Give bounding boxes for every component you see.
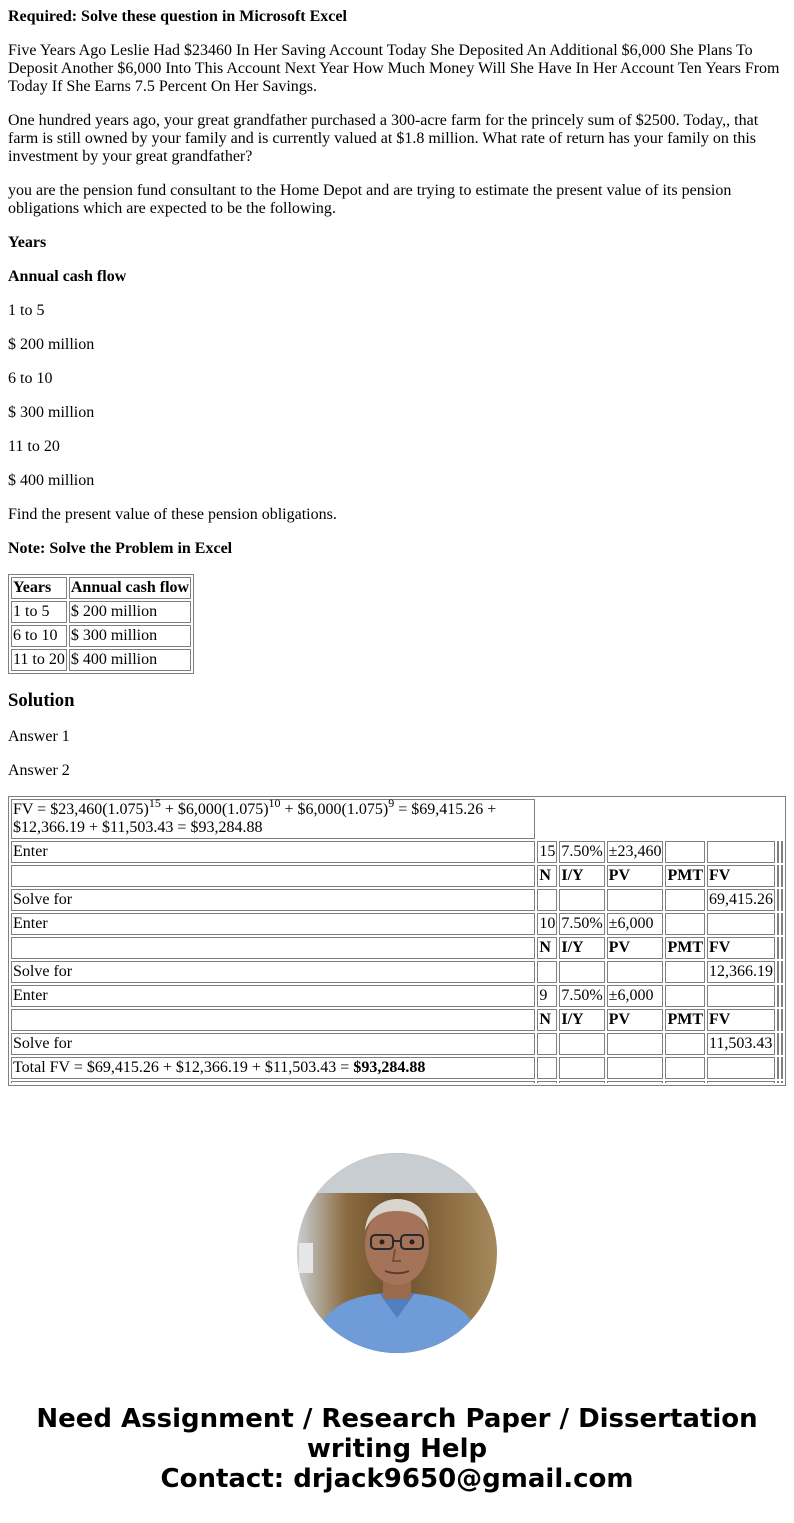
line-cash-2: $ 300 million (8, 404, 95, 421)
table-cell (11, 1081, 535, 1083)
table-cell (777, 937, 779, 959)
years-label: Years (8, 234, 47, 251)
line-years-2: 6 to 10 (8, 370, 53, 387)
find-instruction: Find the present value of these pension obligations. (8, 506, 337, 523)
header-cell: I/Y (559, 865, 604, 887)
author-photo-illustration (297, 1153, 497, 1353)
table-cell: $ 300 million (69, 625, 191, 647)
pv-cell (607, 889, 664, 911)
header-cell: PMT (665, 937, 705, 959)
table-cell (777, 913, 779, 935)
table-cell: $ 400 million (69, 649, 191, 671)
pv-cell: ±23,460 (607, 841, 664, 863)
table-row (11, 889, 783, 911)
header-cell: FV (707, 865, 775, 887)
table-cell (781, 1081, 783, 1083)
table-cell: 1 to 5 (11, 601, 67, 623)
table-row (11, 799, 783, 839)
n-cell: 9 (537, 985, 557, 1007)
pmt-cell (665, 841, 705, 863)
header-cell: N (537, 1009, 557, 1031)
header-cell: PMT (665, 1009, 705, 1031)
row-label: Solve for (11, 889, 535, 911)
table-row (11, 961, 783, 983)
pmt-cell (665, 889, 705, 911)
n-cell (537, 889, 557, 911)
author-photo (297, 1153, 497, 1353)
fv-result-cell: 69,415.26 (707, 889, 775, 911)
table-row (11, 1057, 783, 1079)
table-cell (559, 1081, 604, 1083)
table-cell (537, 799, 783, 839)
table-cell (781, 865, 783, 887)
n-cell (537, 1033, 557, 1055)
table-cell: $ 200 million (69, 601, 191, 623)
table-row (11, 1081, 783, 1083)
table-cell (665, 1057, 705, 1079)
header-cell: PV (607, 937, 664, 959)
table-cell (707, 1081, 775, 1083)
header-cell: I/Y (559, 937, 604, 959)
table-cell (781, 1057, 783, 1079)
header-cell: N (537, 865, 557, 887)
footer-banner (0, 1404, 794, 1494)
line-cash-3: $ 400 million (8, 472, 95, 489)
table-cell (781, 1033, 783, 1055)
header-cell: FV (707, 937, 775, 959)
question-heading: Required: Solve these question in Microsoft Excel (8, 8, 347, 25)
cashflow-label: Annual cash flow (8, 268, 127, 285)
table-cell (559, 1057, 604, 1079)
table-cell (781, 961, 783, 983)
table-header-cell: Annual cash flow (69, 577, 191, 599)
row-label (11, 1009, 535, 1031)
table-row (11, 937, 783, 959)
iy-cell: 7.50% (559, 841, 604, 863)
table-cell (607, 1081, 664, 1083)
header-cell: FV (707, 1009, 775, 1031)
n-cell (537, 961, 557, 983)
fv-result-cell: 12,366.19 (707, 961, 775, 983)
row-label: Enter (11, 985, 535, 1007)
table-cell (781, 1009, 783, 1031)
pmt-cell (665, 1033, 705, 1055)
row-label (11, 865, 535, 887)
footer-line-2: writing Help (306, 1434, 488, 1464)
iy-cell: 7.50% (559, 985, 604, 1007)
table-row (11, 1033, 783, 1055)
solution-title: Solution (8, 690, 75, 711)
table-cell (665, 1081, 705, 1083)
pv-cell: ±6,000 (607, 913, 664, 935)
fv-result-cell: 11,503.43 (707, 1033, 775, 1055)
row-label (11, 937, 535, 959)
table-cell (777, 1009, 779, 1031)
iy-cell: 7.50% (559, 913, 604, 935)
table-cell: 6 to 10 (11, 625, 67, 647)
row-label: Enter (11, 841, 535, 863)
calculator-table (8, 796, 786, 1086)
fv-cell (707, 841, 775, 863)
table-header-cell: Years (11, 577, 67, 599)
table-row (11, 649, 191, 671)
iy-cell (559, 961, 604, 983)
header-cell: PMT (665, 865, 705, 887)
note: Note: Solve the Problem in Excel (8, 540, 233, 557)
row-label: Solve for (11, 961, 535, 983)
row-label: Solve for (11, 1033, 535, 1055)
table-row (11, 841, 783, 863)
table-cell (777, 961, 779, 983)
footer-contact: Contact: drjack9650@gmail.com (160, 1464, 634, 1494)
table-row (11, 1009, 783, 1031)
question-2: One hundred years ago, your great grandfather purchased a 300-acre farm for the princely sum of $2500. Today,, that farm is still owned by your family and is currently valued at $1.8 million. What rate of return has your family on this investment by your great grandfather? (8, 112, 759, 165)
table-cell (537, 1081, 557, 1083)
cashflow-table (8, 574, 194, 674)
table-row (11, 985, 783, 1007)
header-cell: I/Y (559, 1009, 604, 1031)
header-cell: PV (607, 1009, 664, 1031)
iy-cell (559, 1033, 604, 1055)
pmt-cell (665, 961, 705, 983)
answer-2-label: Answer 2 (8, 762, 70, 779)
table-row (11, 913, 783, 935)
table-cell (781, 937, 783, 959)
fv-cell (707, 985, 775, 1007)
total-cell: Total FV = $69,415.26 + $12,366.19 + $11,503.43 = $93,284.88 (11, 1057, 535, 1079)
row-label: Enter (11, 913, 535, 935)
pv-cell: ±6,000 (607, 985, 664, 1007)
question-1: Five Years Ago Leslie Had $23460 In Her Saving Account Today She Deposited An Additional $6,000 She Plans To Deposit Another $6,000 Into This Account Next Year How Much Money Will She Have In Her Account Ten Years From Today If She Earns 7.5 Percent On Her Savings. (8, 42, 780, 95)
pmt-cell (665, 913, 705, 935)
table-cell (781, 985, 783, 1007)
pmt-cell (665, 985, 705, 1007)
footer-line-1: Need Assignment / Research Paper / Dissertation (36, 1404, 758, 1434)
table-cell (781, 913, 783, 935)
table-cell: 11 to 20 (11, 649, 67, 671)
table-cell (777, 889, 779, 911)
table-row (11, 601, 191, 623)
header-cell: N (537, 937, 557, 959)
table-cell (537, 1057, 557, 1079)
table-cell (777, 1033, 779, 1055)
answer-1-label: Answer 1 (8, 728, 70, 745)
iy-cell (559, 889, 604, 911)
table-cell (607, 1057, 664, 1079)
table-row (11, 625, 191, 647)
table-cell (777, 865, 779, 887)
table-cell (777, 1057, 779, 1079)
table-row (11, 577, 191, 599)
formula-cell: FV = $\$23,460(1.075)^{15}$ + $\$6,000(1.075)^{10}$ + $\$6,000(1.075)^9$ = $69,415.26 + $12,366.19 + $11,503.43 = $93,284.88 (11, 799, 535, 839)
line-years-1: 1 to 5 (8, 302, 45, 319)
n-cell: 10 (537, 913, 557, 935)
table-cell (707, 1057, 775, 1079)
pv-cell (607, 1033, 664, 1055)
table-cell (777, 1081, 779, 1083)
table-cell (781, 889, 783, 911)
pv-cell (607, 961, 664, 983)
fv-cell (707, 913, 775, 935)
header-cell: PV (607, 865, 664, 887)
line-years-3: 11 to 20 (8, 438, 60, 455)
line-cash-1: $ 200 million (8, 336, 95, 353)
table-cell (777, 841, 779, 863)
question-3: you are the pension fund consultant to the Home Depot and are trying to estimate the present value of its pension obligations which are expected to be the following. (8, 182, 732, 217)
table-cell (781, 841, 783, 863)
table-row (11, 865, 783, 887)
table-cell (777, 985, 779, 1007)
n-cell: 15 (537, 841, 557, 863)
